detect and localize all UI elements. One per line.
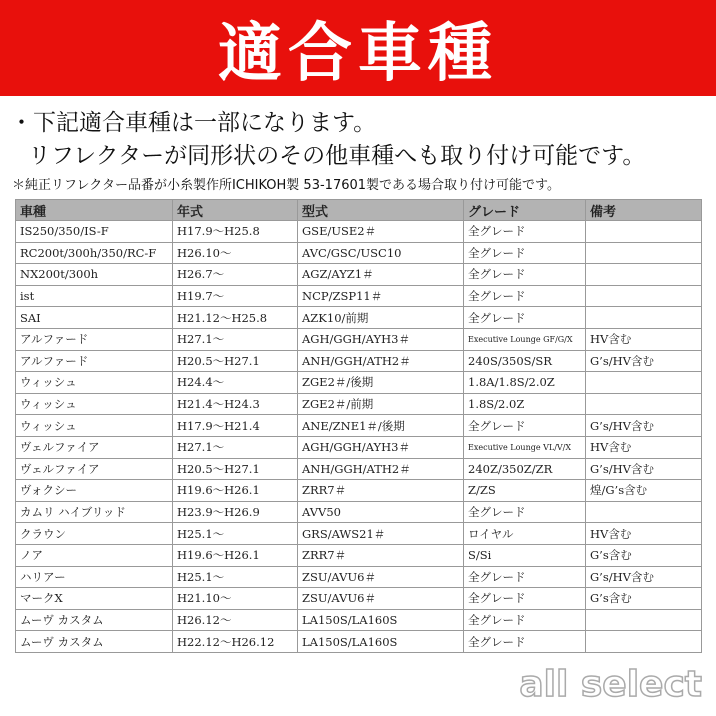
cell-grade: 全グレード [464, 609, 586, 631]
cell-remarks: G’s/HV含む [586, 350, 702, 372]
cell-car-model: ヴェルファイア [16, 458, 173, 480]
cell-grade: 全グレード [464, 242, 586, 264]
cell-car-model: ウィッシュ [16, 393, 173, 415]
cell-year: H19.7～ [173, 285, 298, 307]
note-3: ＊純正リフレクター品番が小糸製作所ICHIKOH製 53-17601製である場合取り付け可能です。 [12, 178, 560, 193]
cell-model-code: AZK10/前期 [298, 307, 464, 329]
cell-model-code: NCP/ZSP11＃ [298, 285, 464, 307]
table-row [16, 609, 702, 631]
cell-grade: 全グレード [464, 415, 586, 437]
cell-grade: 全グレード [464, 221, 586, 243]
cell-year: H21.10～ [173, 588, 298, 610]
cell-model-code: ANE/ZNE1＃/後期 [298, 415, 464, 437]
cell-grade: Executive Lounge VL/V/X [464, 436, 586, 458]
cell-remarks: 煌/G’s含む [586, 480, 702, 502]
column-header-model-code: 型式 [298, 200, 464, 221]
cell-car-model: ist [16, 285, 173, 307]
cell-car-model: IS250/350/IS-F [16, 221, 173, 243]
table-row [16, 264, 702, 286]
cell-car-model: ハリアー [16, 566, 173, 588]
cell-grade: 全グレード [464, 501, 586, 523]
cell-model-code: ZSU/AVU6＃ [298, 566, 464, 588]
cell-model-code: ZGE2＃/後期 [298, 372, 464, 394]
cell-remarks [586, 501, 702, 523]
cell-grade: 全グレード [464, 631, 586, 653]
cell-grade: ロイヤル [464, 523, 586, 545]
cell-year: H21.12～H25.8 [173, 307, 298, 329]
cell-remarks: G’s/HV含む [586, 566, 702, 588]
cell-grade: 240S/350S/SR [464, 350, 586, 372]
cell-grade: 240Z/350Z/ZR [464, 458, 586, 480]
cell-remarks [586, 631, 702, 653]
table-row [16, 393, 702, 415]
column-header-car-model: 車種 [16, 200, 173, 221]
cell-model-code: ZGE2＃/前期 [298, 393, 464, 415]
table-row [16, 328, 702, 350]
table-row [16, 242, 702, 264]
cell-model-code: ZRR7＃ [298, 544, 464, 566]
cell-remarks [586, 372, 702, 394]
cell-model-code: ANH/GGH/ATH2＃ [298, 350, 464, 372]
cell-year: H17.9～H21.4 [173, 415, 298, 437]
cell-model-code: AGH/GGH/AYH3＃ [298, 328, 464, 350]
cell-remarks: HV含む [586, 328, 702, 350]
cell-car-model: マークX [16, 588, 173, 610]
cell-remarks [586, 393, 702, 415]
cell-remarks: G’s含む [586, 588, 702, 610]
cell-car-model: アルファード [16, 350, 173, 372]
cell-grade: 全グレード [464, 285, 586, 307]
cell-remarks: G’s/HV含む [586, 458, 702, 480]
cell-car-model: SAI [16, 307, 173, 329]
cell-car-model: ムーヴ カスタム [16, 609, 173, 631]
cell-year: H20.5～H27.1 [173, 350, 298, 372]
cell-model-code: AVC/GSC/USC10 [298, 242, 464, 264]
watermark: all select [519, 664, 702, 705]
cell-year: H22.12～H26.12 [173, 631, 298, 653]
table-row [16, 588, 702, 610]
cell-grade: 1.8S/2.0Z [464, 393, 586, 415]
cell-year: H23.9～H26.9 [173, 501, 298, 523]
cell-car-model: ノア [16, 544, 173, 566]
cell-year: H21.4～H24.3 [173, 393, 298, 415]
cell-remarks: HV含む [586, 523, 702, 545]
cell-grade: S/Si [464, 544, 586, 566]
note-2: リフレクターが同形状のその他車種へも取り付け可能です。 [28, 143, 646, 169]
column-header-remarks: 備考 [586, 200, 702, 221]
compatibility-table [15, 199, 702, 653]
table-row [16, 523, 702, 545]
table-row [16, 415, 702, 437]
cell-remarks [586, 242, 702, 264]
cell-year: H26.12～ [173, 609, 298, 631]
table-row [16, 566, 702, 588]
cell-car-model: ウィッシュ [16, 415, 173, 437]
cell-year: H25.1～ [173, 566, 298, 588]
table-row [16, 436, 702, 458]
cell-car-model: ムーヴ カスタム [16, 631, 173, 653]
cell-model-code: AGH/GGH/AYH3＃ [298, 436, 464, 458]
cell-car-model: ヴェルファイア [16, 436, 173, 458]
cell-year: H20.5～H27.1 [173, 458, 298, 480]
cell-remarks [586, 307, 702, 329]
cell-model-code: LA150S/LA160S [298, 631, 464, 653]
cell-model-code: GRS/AWS21＃ [298, 523, 464, 545]
cell-remarks: HV含む [586, 436, 702, 458]
table-row [16, 307, 702, 329]
table-row [16, 631, 702, 653]
cell-model-code: LA150S/LA160S [298, 609, 464, 631]
cell-remarks [586, 609, 702, 631]
page-title: 適合車種 [218, 17, 498, 91]
cell-model-code: ZRR7＃ [298, 480, 464, 502]
cell-year: H26.10～ [173, 242, 298, 264]
cell-grade: 全グレード [464, 264, 586, 286]
cell-model-code: GSE/USE2＃ [298, 221, 464, 243]
table-header-row [16, 200, 702, 221]
title-banner [0, 0, 716, 96]
table-row [16, 372, 702, 394]
cell-remarks: G’s含む [586, 544, 702, 566]
cell-car-model: ウィッシュ [16, 372, 173, 394]
cell-year: H19.6～H26.1 [173, 480, 298, 502]
cell-grade: 1.8A/1.8S/2.0Z [464, 372, 586, 394]
cell-car-model: ヴォクシー [16, 480, 173, 502]
cell-car-model: RC200t/300h/350/RC-F [16, 242, 173, 264]
table-row [16, 480, 702, 502]
cell-year: H19.6～H26.1 [173, 544, 298, 566]
cell-remarks [586, 285, 702, 307]
cell-model-code: AVV50 [298, 501, 464, 523]
cell-year: H24.4～ [173, 372, 298, 394]
cell-car-model: クラウン [16, 523, 173, 545]
cell-grade: 全グレード [464, 307, 586, 329]
table-row [16, 458, 702, 480]
cell-year: H27.1～ [173, 436, 298, 458]
table-row [16, 221, 702, 243]
cell-grade: Executive Lounge GF/G/X [464, 328, 586, 350]
cell-year: H27.1～ [173, 328, 298, 350]
cell-grade: Z/ZS [464, 480, 586, 502]
table-row [16, 544, 702, 566]
cell-year: H26.7～ [173, 264, 298, 286]
cell-year: H17.9～H25.8 [173, 221, 298, 243]
cell-model-code: ZSU/AVU6＃ [298, 588, 464, 610]
cell-remarks [586, 264, 702, 286]
note-1: ・下記適合車種は一部になります。 [10, 110, 377, 136]
cell-year: H25.1～ [173, 523, 298, 545]
cell-model-code: AGZ/AYZ1＃ [298, 264, 464, 286]
cell-car-model: アルファード [16, 328, 173, 350]
column-header-year: 年式 [173, 200, 298, 221]
cell-remarks: G’s/HV含む [586, 415, 702, 437]
cell-car-model: カムリ ハイブリッド [16, 501, 173, 523]
table-row [16, 501, 702, 523]
cell-car-model: NX200t/300h [16, 264, 173, 286]
table-row [16, 350, 702, 372]
table-row [16, 285, 702, 307]
cell-grade: 全グレード [464, 566, 586, 588]
cell-model-code: ANH/GGH/ATH2＃ [298, 458, 464, 480]
cell-grade: 全グレード [464, 588, 586, 610]
column-header-grade: グレード [464, 200, 586, 221]
cell-remarks [586, 221, 702, 243]
